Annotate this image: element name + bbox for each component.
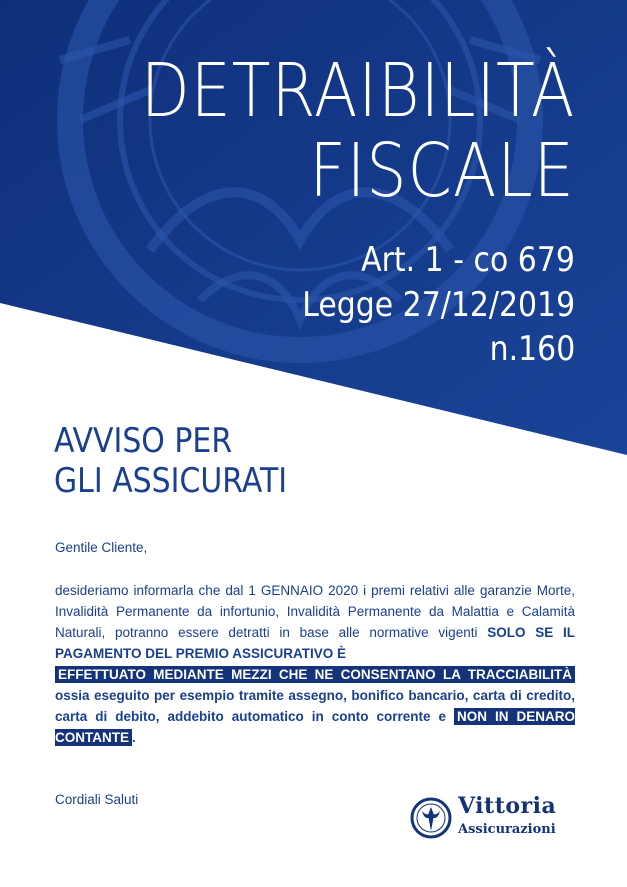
highlight-no-cash: NON IN DENARO CONTANTE xyxy=(55,709,575,745)
title-line-2: FISCALE xyxy=(309,128,575,214)
law-reference-line-3: n.160 xyxy=(489,329,575,369)
notice-heading-line-1: AVVISO PER xyxy=(54,421,233,461)
brand-subtitle: Assicurazioni xyxy=(458,822,556,837)
paragraph-intro: desideriamo informarla che dal 1 GENNAIO 2020 i premi relativi alle garanzie Morte, Invalidità Permanente da infortunio, Invalidità Permanente da Malattia e Calamità Naturali, potranno essere detratti in base alle normative vigenti xyxy=(55,583,575,640)
letter-paragraph xyxy=(55,580,575,748)
notice-heading-line-2: GLI ASSICURATI xyxy=(54,461,288,501)
highlight-traceability: EFFETTUATO MEDIANTE MEZZI CHE NE CONSENTANO LA TRACCIABILITÀ xyxy=(55,666,575,683)
paragraph-end: . xyxy=(132,730,136,745)
closing-salutation: Cordiali Saluti xyxy=(55,792,139,807)
vittoria-logo xyxy=(410,793,580,845)
law-reference-line-1: Art. 1 - co 679 xyxy=(361,240,575,280)
brand-name: Vittoria xyxy=(458,793,557,819)
vittoria-seal-icon xyxy=(410,793,452,843)
law-reference-line-2: Legge 27/12/2019 xyxy=(302,285,575,325)
paragraph-bold-condition: SOLO SE IL PAGAMENTO DEL PREMIO ASSICURATIVO È xyxy=(55,625,575,661)
title-line-1: DETRAIBILITÀ xyxy=(140,48,575,134)
greeting: Gentile Cliente, xyxy=(55,540,148,555)
paragraph-payment-methods: ossia eseguito per esempio tramite assegno, bonifico bancario, carta di credito, carta di debito, addebito automatico in conto corrente e xyxy=(55,688,575,724)
